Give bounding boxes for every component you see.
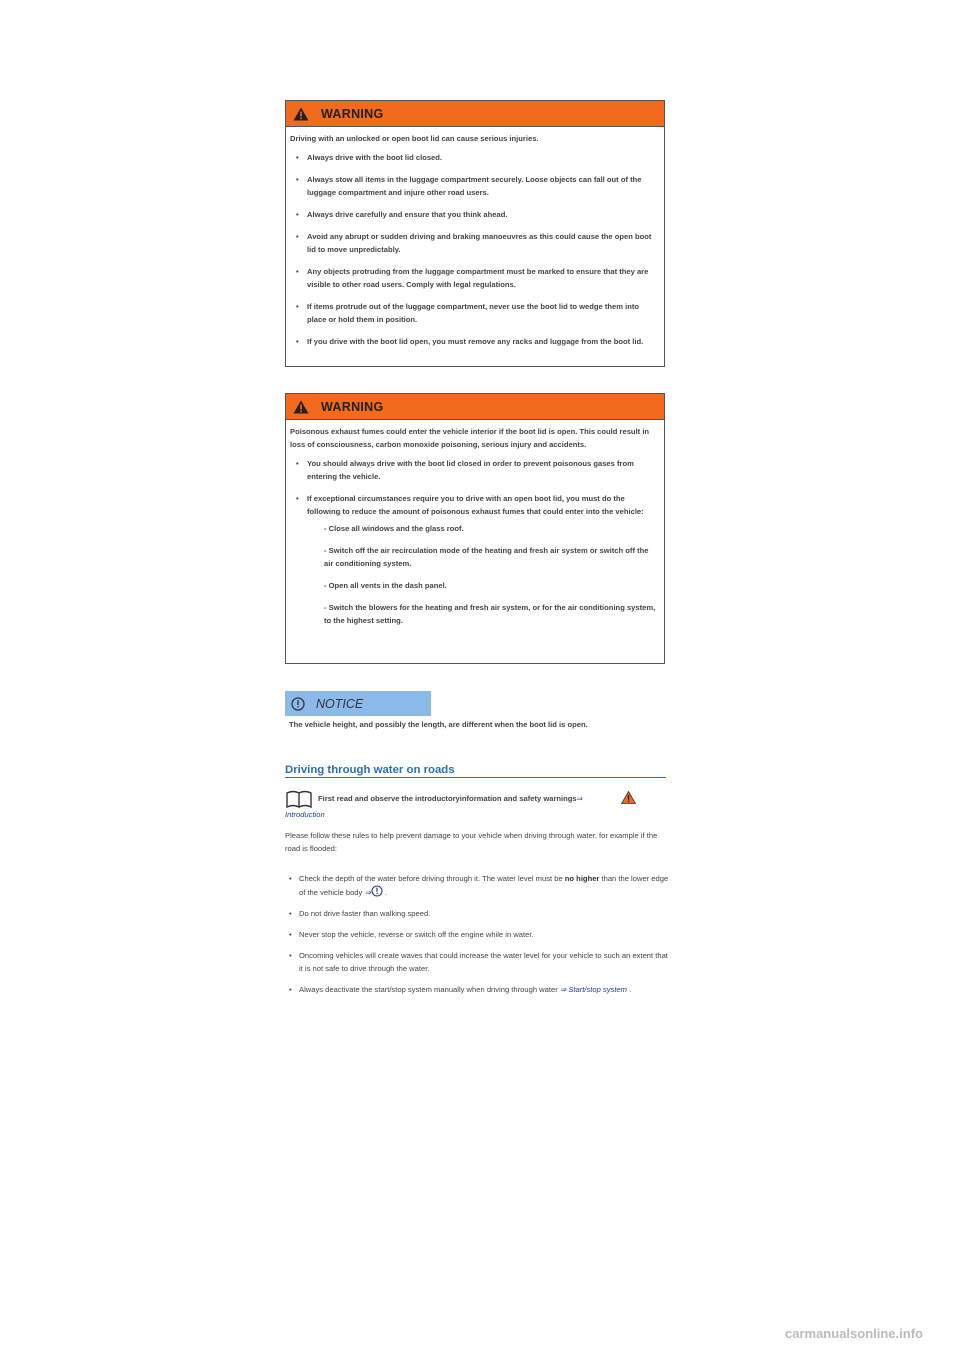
rule-text: . <box>382 888 388 897</box>
list-item: • Avoid any abrupt or sudden driving and braking manoeuvres as this could cause the open boot lid to move unpredictably. <box>290 230 658 256</box>
list-item: • Always drive carefully and ensure that you think ahead. <box>290 208 658 221</box>
sub-list <box>307 522 658 627</box>
section-body: Please follow these rules to help prevent damage to your vehicle when driving through water, for example if the road is flooded: <box>285 831 658 853</box>
arrow-glyph: ⇒ <box>576 794 584 803</box>
list-item: • Oncoming vehicles will create waves that could increase the water level for your vehicle to such an extent that it is not safe to drive through the water. <box>285 949 670 975</box>
warning-header <box>286 101 664 127</box>
warning-box-exhaust <box>285 393 665 664</box>
warning-box-boot-lid <box>285 100 665 367</box>
sub-item: - Switch the blowers for the heating and fresh air system, or for the air conditioning system, to the highest setting. <box>324 603 656 625</box>
list-item: • Do not drive faster than walking speed. <box>285 907 670 920</box>
warning-title: WARNING <box>321 106 384 121</box>
first-read-text <box>318 794 583 803</box>
rule-text: . <box>626 985 632 994</box>
notice-link[interactable]: ⇒ <box>364 888 382 897</box>
warning-list <box>290 151 658 348</box>
rule-text: than the lower edge of the vehicle body <box>299 874 669 897</box>
warning-header <box>286 394 664 420</box>
list-item: • Always stow all items in the luggage compartment securely. Loose objects can fall out of the luggage compartment and injure other road users. <box>290 173 658 199</box>
notice-header <box>285 691 431 716</box>
warning-title: WARNING <box>321 399 384 414</box>
list-item: • You should always drive with the boot lid closed in order to prevent poisonous gases from entering the vehicle. <box>290 457 658 483</box>
warning-intro: Poisonous exhaust fumes could enter the vehicle interior if the boot lid is open. This could result in loss of consciousness, carbon monoxide poisoning, serious injury and accidents. <box>290 427 650 449</box>
list-item: • If you drive with the boot lid open, you must remove any racks and luggage from the boot lid. <box>290 335 658 348</box>
list-item: • Any objects protruding from the luggage compartment must be marked to ensure that they are visible to other road users. Comply with legal regulations. <box>290 265 658 291</box>
sub-item: - Open all vents in the dash panel. <box>324 581 447 590</box>
warning-triangle-icon <box>293 107 309 121</box>
warning-list <box>290 457 658 627</box>
list-item: • Never stop the vehicle, reverse or switch off the engine while in water. <box>285 928 670 941</box>
list-item-text: If exceptional circumstances require you to drive with an open boot lid, you must do the following to reduce the amount of poisonous exhaust fumes that could enter into the vehicle: <box>307 494 644 516</box>
rules-list <box>285 872 670 996</box>
warning-triangle-icon <box>293 400 309 414</box>
warning-intro: Driving with an unlocked or open boot lid can cause serious injuries. <box>290 134 539 143</box>
watermark: carmanualsonline.info <box>785 1326 923 1341</box>
rules-list-container <box>285 872 670 1004</box>
first-read-label: First read and observe the introductoryinformation and safety warnings <box>318 794 577 803</box>
first-read-row <box>285 790 670 810</box>
exclamation-circle-icon <box>371 885 383 897</box>
notice-title: NOTICE <box>316 696 364 711</box>
start-stop-system-link[interactable]: ⇒ Start/stop system <box>559 985 627 994</box>
exclamation-circle-icon <box>291 697 305 711</box>
book-icon <box>285 790 313 808</box>
rule-text: Always deactivate the start/stop system manually when driving through water <box>299 985 560 994</box>
list-item <box>285 983 670 996</box>
introduction-link[interactable]: Introduction <box>285 810 325 819</box>
rule-emphasis: no higher <box>564 874 600 883</box>
sub-item: - Close all windows and the glass roof. <box>324 524 464 533</box>
section-title: Driving through water on roads <box>285 764 666 778</box>
list-item: • Always drive with the boot lid closed. <box>290 151 658 164</box>
notice-text: The vehicle height, and possibly the length, are different when the boot lid is open. <box>289 720 588 729</box>
warning-triangle-icon[interactable] <box>621 791 636 804</box>
sub-item: - Switch off the air recirculation mode of the heating and fresh air system or switch off the air conditioning system. <box>324 546 649 568</box>
list-item <box>285 872 670 899</box>
rule-text: Check the depth of the water before driving through it. The water level must be <box>299 874 565 883</box>
list-item: • If items protrude out of the luggage compartment, never use the boot lid to wedge them into place or hold them in position. <box>290 300 658 326</box>
list-item <box>290 492 658 627</box>
